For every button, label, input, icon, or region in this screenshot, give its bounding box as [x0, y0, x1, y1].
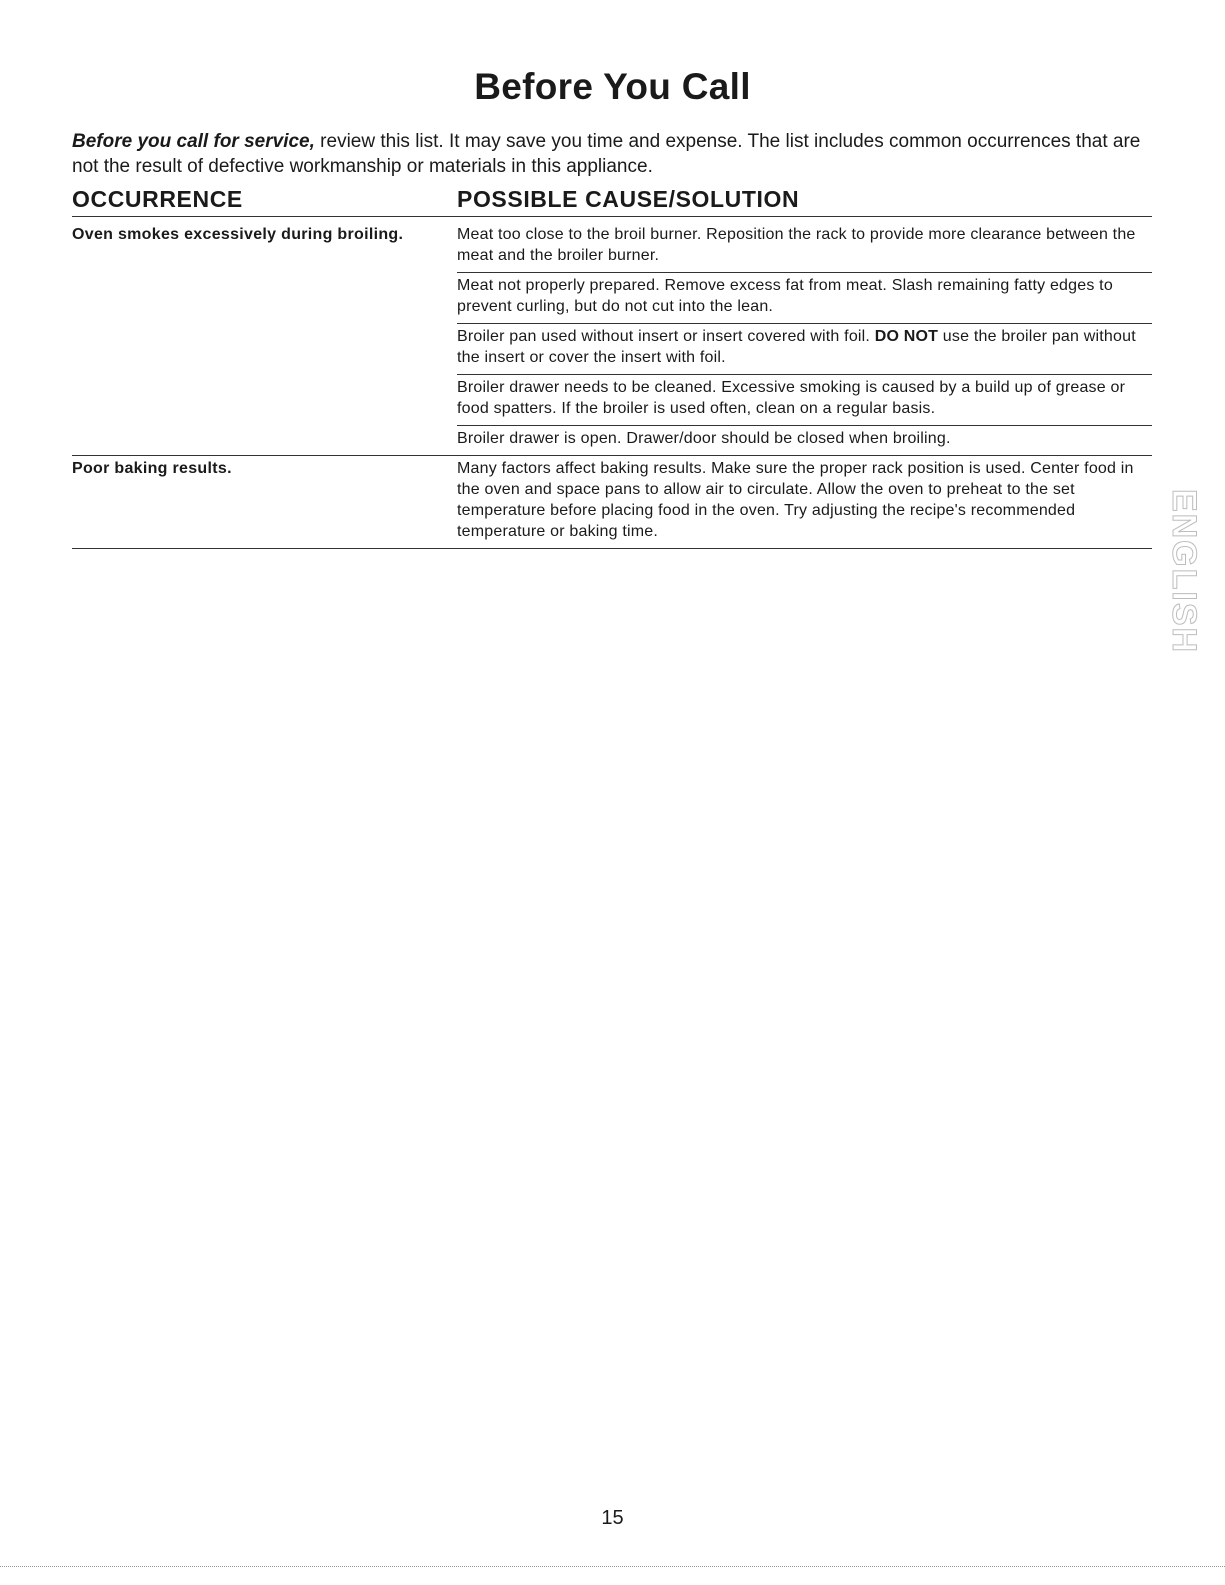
header-solution: POSSIBLE CAUSE/SOLUTION	[457, 186, 800, 212]
bottom-rule	[0, 1566, 1225, 1567]
header-occurrence: OCCURRENCE	[72, 186, 243, 212]
solution-item: Meat too close to the broil burner. Reposition the rack to provide more clearance between the meat and the broiler burner.	[457, 222, 1152, 273]
solution-item: Meat not properly prepared. Remove excess fat from meat. Slash remaining fatty edges to prevent curling, but do not cut into the lean.	[457, 273, 1152, 324]
page-title: Before You Call	[474, 66, 751, 107]
occurrence-cell: Oven smokes excessively during broiling.	[72, 226, 404, 243]
solution-list	[457, 222, 1152, 455]
table-header	[72, 186, 1152, 217]
intro-paragraph	[72, 129, 1162, 179]
language-side-tab	[1152, 488, 1216, 654]
solution-text: Broiler pan used without insert or insert covered with foil.	[457, 328, 875, 345]
intro-lead: Before you call for service,	[72, 131, 315, 152]
solution-list	[457, 456, 1152, 548]
table-row	[72, 222, 1152, 456]
troubleshooting-table	[72, 222, 1152, 549]
solution-item: Broiler drawer needs to be cleaned. Excessive smoking is caused by a build up of grease or food spatters. If the broiler is used often, clean on a regular basis.	[457, 375, 1152, 426]
side-tab-label: ENGLISH	[1165, 488, 1204, 654]
solution-emphasis: DO NOT	[874, 328, 939, 345]
solution-item	[457, 324, 1152, 375]
page-number: 15	[601, 1507, 624, 1529]
intro-text: review this list. It may save you time and expense. The list includes common occurrences that are not the result of defective workmanship or materials in this appliance.	[72, 131, 1141, 177]
solution-item: Many factors affect baking results. Make sure the proper rack position is used. Center food in the oven and space pans to allow air to circulate. Allow the oven to preheat to the set temperature before placing food in the oven. Try adjusting the recipe's recommended temperature or baking time.	[457, 460, 1134, 540]
occurrence-cell: Poor baking results.	[72, 460, 232, 477]
table-row	[72, 456, 1152, 549]
solution-item: Broiler drawer is open. Drawer/door should be closed when broiling.	[457, 430, 951, 447]
solution-text: use the broiler pan without the insert or cover the insert with foil.	[457, 328, 1136, 366]
